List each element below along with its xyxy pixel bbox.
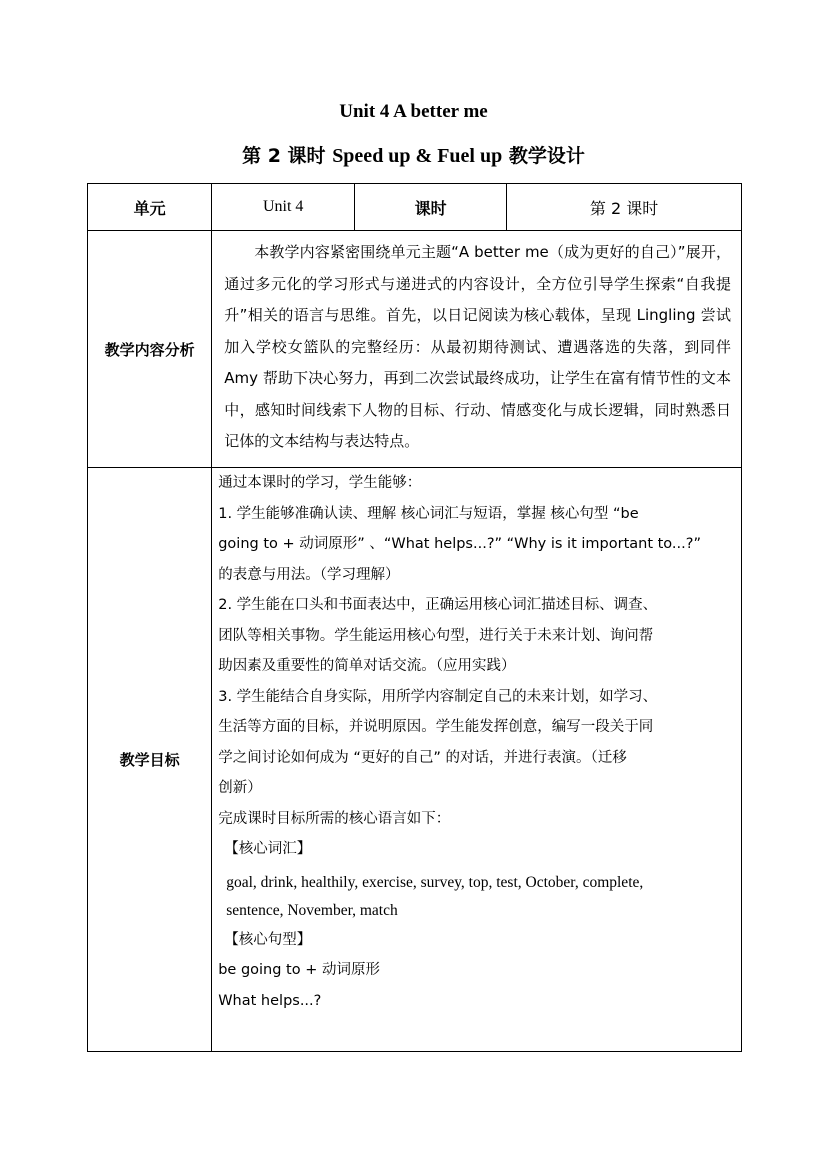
document-title: Unit 4 A better me bbox=[339, 101, 488, 122]
vocab-heading: 【核心词汇】 bbox=[224, 841, 312, 857]
subtitle-lesson-name: Speed up & Fuel up bbox=[332, 145, 503, 167]
goals-cell bbox=[212, 468, 742, 1052]
goals-line: 2. 学生能在口头和书面表达中，正确运用核心词汇描述目标、调查、 bbox=[218, 597, 658, 613]
analysis-row bbox=[88, 231, 742, 468]
goals-line: 团队等相关事物。学生能运用核心句型，进行关于未来计划、询问帮 bbox=[218, 627, 654, 644]
goals-line: 完成课时目标所需的核心语言如下： bbox=[218, 810, 451, 827]
goals-line: going to + 动词原形” 、“What helps...?” “Why is it important to...?” bbox=[218, 536, 701, 552]
goals-line: 助因素及重要性的简单对话交流。（应用实践） bbox=[218, 658, 516, 674]
subtitle-prefix: 第 2 课时 bbox=[242, 145, 333, 167]
analysis-text: 本教学内容紧密围绕单元主题“A better me（成为更好的自己）”展开，通过多元化的学习形式与递进式的内容设计，全方位引导学生探索“自我提升”相关的语言与思维。首先，以日记阅读为核心载体，呈现 Lingling 尝试加入学校女篮队的完整经历：从最初期待测试、遭遇落选的失落，到同伴 Amy 帮助下决心努力，再到二次尝试最终成功，让学生在富有情节性的文本中，感知时间线索下人物的目标、行动、情感变化与成长逻辑，同时熟悉日记体的文本结构与表达特点。 bbox=[224, 243, 731, 450]
goals-line: 学之间讨论如何成为 “更好的自己” 的对话，并进行表演。（迁移 bbox=[218, 749, 627, 766]
sentence-line: What helps...? bbox=[218, 992, 322, 1009]
lesson-plan-table bbox=[87, 183, 742, 1052]
sentence-line: be going to + 动词原形 bbox=[218, 962, 380, 978]
goals-line: 创新） bbox=[218, 780, 262, 796]
vocab-line: goal, drink, healthily, exercise, survey, top, test, October, complete, bbox=[226, 873, 644, 891]
lesson-label: 课时 bbox=[355, 184, 507, 231]
goals-line: 生活等方面的目标，并说明原因。学生能发挥创意，编写一段关于同 bbox=[218, 719, 654, 735]
goals-line: 1. 学生能够准确认读、理解 核心词汇与短语，掌握 核心句型 “be bbox=[218, 505, 639, 522]
analysis-label: 教学内容分析 bbox=[88, 231, 212, 468]
vocab-line: sentence, November, match bbox=[226, 901, 398, 919]
goals-line: 3. 学生能结合自身实际，用所学内容制定自己的未来计划，如学习、 bbox=[218, 688, 658, 705]
unit-value: Unit 4 bbox=[212, 184, 355, 231]
header-row bbox=[88, 184, 742, 231]
goals-label: 教学目标 bbox=[88, 468, 212, 1052]
unit-label: 单元 bbox=[88, 184, 212, 231]
goals-line: 的表意与用法。（学习理解） bbox=[218, 566, 400, 583]
document-subtitle bbox=[0, 141, 827, 168]
sentence-heading: 【核心句型】 bbox=[224, 931, 312, 948]
lesson-value: 第 2 课时 bbox=[507, 184, 742, 231]
subtitle-suffix: 教学设计 bbox=[502, 145, 585, 167]
goals-row bbox=[88, 468, 742, 1052]
analysis-cell bbox=[212, 231, 742, 468]
goals-line: 通过本课时的学习，学生能够： bbox=[218, 475, 422, 491]
